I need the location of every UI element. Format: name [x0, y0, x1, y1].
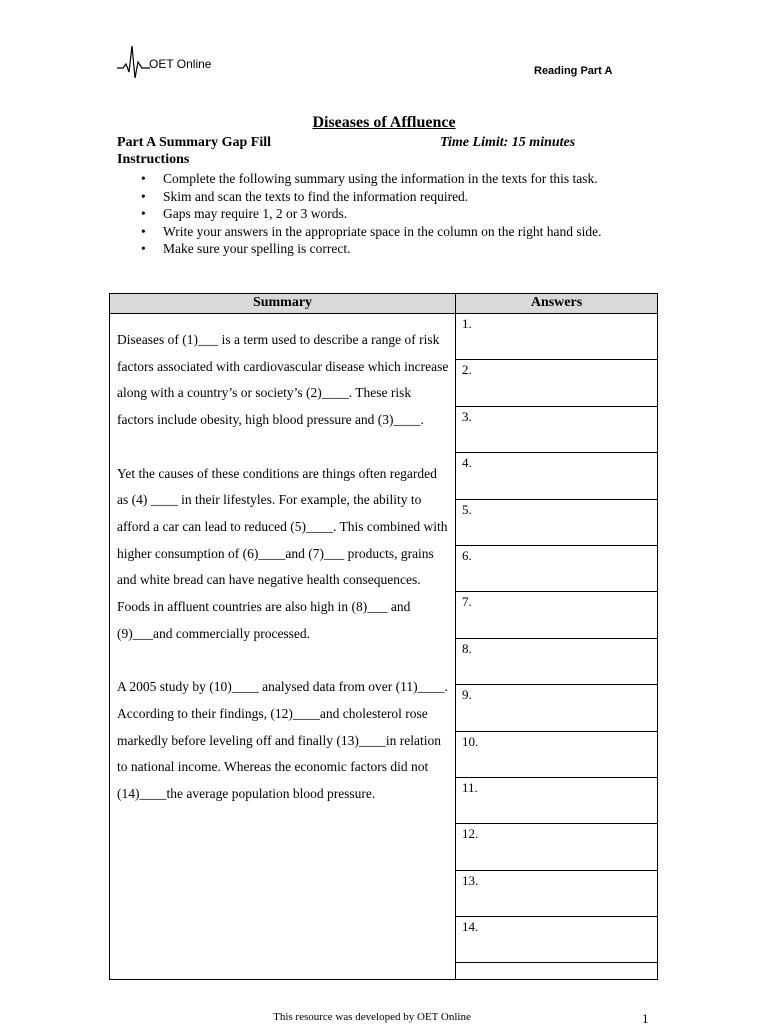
- oet-logo: [117, 44, 227, 80]
- instruction-item: • Make sure your spelling is correct.: [117, 240, 637, 258]
- table-header-row: [110, 294, 657, 314]
- instruction-item: • Gaps may require 1, 2 or 3 words.: [117, 205, 637, 223]
- answer-cell-9[interactable]: 9.: [456, 685, 658, 731]
- answer-cell-6[interactable]: 6.: [456, 546, 658, 592]
- answers-column: [456, 314, 658, 963]
- summary-paragraph: A 2005 study by (10)____ analysed data from over (11)____. According to their findings, (12)____and cholesterol rose markedly before leveling off and finally (13)____in relation to national income. Whereas the economic factors did not (14)____the average population blood pressure.: [117, 679, 448, 801]
- heartbeat-icon: [117, 44, 151, 80]
- answer-cell-12[interactable]: 12.: [456, 824, 658, 870]
- page-number: 1: [642, 1011, 649, 1026]
- instructions-list: [117, 170, 637, 258]
- document-title: Diseases of Affluence: [312, 114, 456, 131]
- instructions-heading: Instructions: [117, 152, 190, 167]
- answer-cell-3[interactable]: 3.: [456, 407, 658, 453]
- part-title: Part A Summary Gap Fill: [117, 135, 271, 150]
- answer-cell-1[interactable]: 1.: [456, 314, 658, 360]
- summary-paragraph: Diseases of (1)___ is a term used to describe a range of risk factors associated with cardiovascular disease which increase along with a country’s or society’s (2)____. These risk factors include obesity, high blood pressure and (3)____.: [117, 332, 449, 428]
- summary-text: [117, 327, 449, 834]
- answer-cell-13[interactable]: 13.: [456, 871, 658, 917]
- footer-credit: This resource was developed by OET Online: [273, 1011, 471, 1023]
- logo-text: OET Online: [149, 57, 212, 71]
- summary-table: [109, 293, 658, 980]
- instruction-item: • Skim and scan the texts to find the information required.: [117, 188, 637, 206]
- answer-cell-14[interactable]: 14.: [456, 917, 658, 963]
- instruction-item: • Complete the following summary using the information in the texts for this task.: [117, 170, 637, 188]
- answer-cell-5[interactable]: 5.: [456, 500, 658, 546]
- answer-cell-10[interactable]: 10.: [456, 732, 658, 778]
- answers-column-header: Answers: [530, 295, 583, 310]
- summary-paragraph: Yet the causes of these conditions are things often regarded as (4) ____ in their lifestyles. For example, the ability to afford a car can lead to reduced (5)____. This combined with higher consumption of (6)____and (7)___ products, grains and white bread can have negative health consequences. Foods in affluent countries are also high in (8)___ and (9)___and commercially processed.: [117, 465, 448, 641]
- summary-column-header: Summary: [252, 295, 313, 310]
- instruction-item: • Write your answers in the appropriate space in the column on the right hand side.: [117, 223, 637, 241]
- answer-cell-4[interactable]: 4.: [456, 453, 658, 499]
- answer-cell-7[interactable]: 7.: [456, 592, 658, 638]
- section-label: Reading Part A: [534, 65, 613, 77]
- answer-cell-11[interactable]: 11.: [456, 778, 658, 824]
- answer-cell-8[interactable]: 8.: [456, 639, 658, 685]
- answer-cell-2[interactable]: 2.: [456, 360, 658, 406]
- time-limit: Time Limit: 15 minutes: [440, 135, 576, 150]
